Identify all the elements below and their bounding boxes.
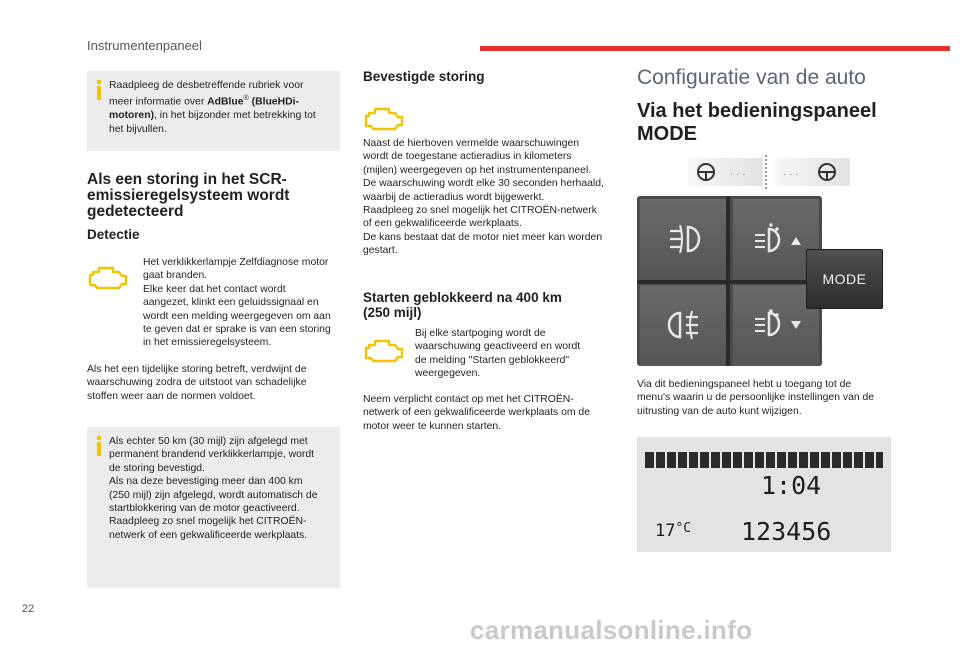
start-blocked-text: Bij elke startpoging wordt de waarschuwing geactiveerd en wordt de melding "Starten geblokkeerd" weergegeven.	[415, 328, 581, 380]
section-title: Instrumentenpaneel	[87, 38, 202, 53]
detection-text: Het verklikkerlampje Zelfdiagnose motor gaat branden. Elke keer dat het contact wordt aangezet, klinkt een geluidssignaal en wordt een melding weergegeven om aan te geven dat er sprake is van een storing in het emissieregelsysteem.	[143, 257, 331, 349]
svg-text:· · ·: · · ·	[783, 169, 799, 180]
steering-wheel-left-indicator	[688, 158, 763, 186]
lcd-odometer: 123456	[741, 517, 832, 546]
info-note-confirmation	[87, 427, 340, 588]
engine-warning-icon	[363, 105, 405, 133]
info-icon	[97, 80, 101, 100]
mode-description: Via dit bedieningspaneel hebt u toegang tot de menu's waarin u de persoonlijke instellingen van de uitrusting van de auto kunt wijzigen.	[637, 379, 875, 417]
info-icon	[97, 436, 101, 456]
engine-warning-icon	[363, 337, 405, 365]
front-fog-button[interactable]	[640, 285, 726, 366]
rear-fog-button[interactable]	[640, 199, 726, 280]
panel-divider	[637, 280, 822, 284]
page-number: 22	[22, 603, 35, 615]
heading-confirmed-fault: Bevestigde storing	[363, 69, 485, 84]
mode-control-panel	[637, 196, 822, 366]
engine-warning-icon	[87, 264, 129, 292]
info-note-adblue	[87, 71, 340, 151]
subheading-detectie: Detectie	[87, 227, 140, 242]
steering-wheel-right-indicator	[775, 158, 850, 186]
lcd-display	[637, 437, 891, 552]
temporary-fault-text: Als het een tijdelijke storing betreft, verdwijnt de waarschuwing zodra de uitstoot van schadelijke stoffen weer aan de normen voldoet.	[87, 364, 307, 402]
info-note-text: Als echter 50 km (30 mijl) zijn afgelegd met permanent brandend verklikkerlampje, wordt de storing bevestigd. Als na deze bevestiging meer dan 400 km (250 mijl) zijn afgelegd, wordt automatisch de startblokkering van de motor geactiveerd. Raadpleeg zo snel mogelijk het CITROËN- netwerk of een gekwalificeerde werkplaats.	[109, 436, 318, 541]
lcd-temperature: $17^{^\circ C}$	[655, 521, 692, 541]
header-accent-bar	[480, 46, 950, 51]
confirmed-fault-text: Naast de hierboven vermelde waarschuwingen wordt de toegestane actieradius in kilometers (mijlen) weergegeven op het instrumentenpaneel. De waarschuwing wordt elke 30 seconden herhaald, waarbij de actieradius wordt bijgewerkt. Raadpleeg zo snel mogelijk het CITROËN-netwerk of een gekwalificeerde werkplaats. De kans bestaat dat de motor niet meer kan worden gestart.	[363, 138, 604, 257]
section-heading-scr: Als een storing in het SCR- emissieregelsysteem wordt gedetecteerd	[87, 171, 290, 220]
mode-button[interactable]: MODE	[806, 249, 883, 309]
info-note-text: Raadpleeg de desbetreffende rubriek voor meer informatie over AdBlue® (BlueHDi- motoren), in het bijzonder met betrekking tot het bijvullen.	[109, 80, 316, 135]
lcd-segment-bar	[645, 452, 883, 468]
mode-subtitle: Via het bedieningspaneel MODE	[637, 100, 877, 145]
fog-lamp-icon	[640, 199, 726, 280]
fog-lamp-icon	[640, 285, 726, 366]
watermark: carmanualsonline.info	[470, 615, 753, 645]
svg-text:· · ·: · · ·	[730, 169, 746, 180]
divider	[765, 155, 768, 189]
config-title: Configuratie van de auto	[637, 66, 866, 89]
heading-start-blocked: Starten geblokkeerd na 400 km (250 mijl)	[363, 290, 562, 320]
lcd-time: 1:04	[761, 471, 822, 500]
contact-network-text: Neem verplicht contact op met het CITROËN- netwerk of een gekwalificeerde werkplaats om de motor weer te kunnen starten.	[363, 394, 590, 432]
